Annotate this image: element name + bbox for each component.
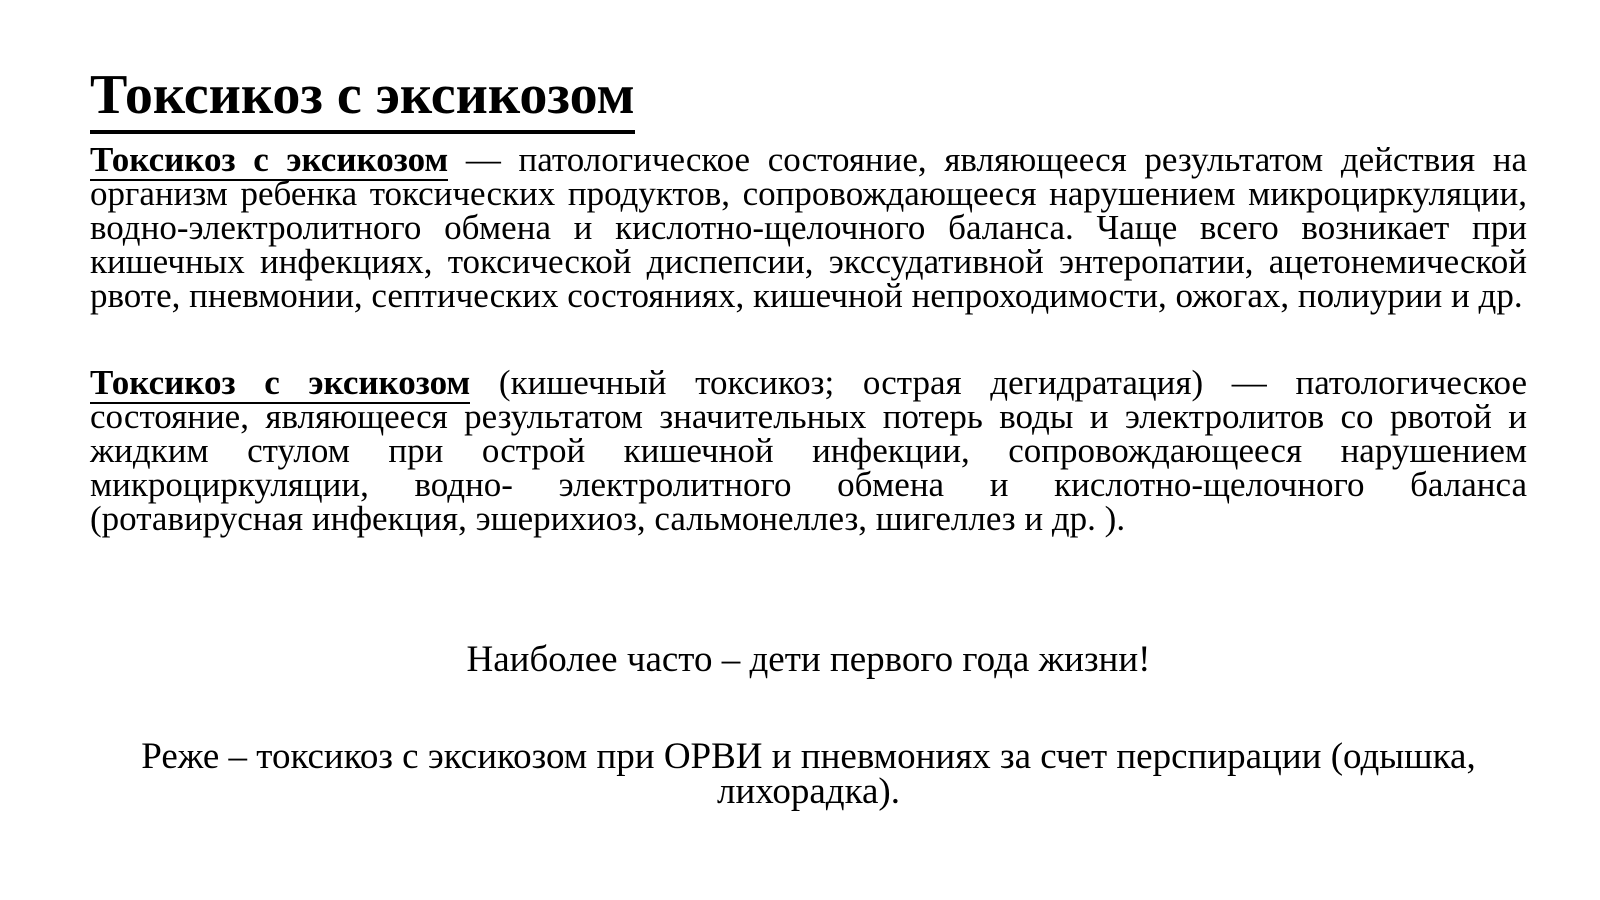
- definition-term-2: Токсикоз с эксикозом: [90, 363, 471, 402]
- definition-paragraph-2: [90, 363, 1527, 538]
- note-less-often: Реже – токсикоз с эксикозом при ОРВИ и пневмониях за счет перспирации (одышка, лихорадка).: [141, 736, 1476, 812]
- definition-term-1: Токсикоз с эксикозом: [90, 140, 449, 179]
- note-most-often: Наиболее часто – дети первого года жизни!: [466, 639, 1151, 680]
- definition-text-2: (кишечный токсикоз; острая дегидратация) — патологическое состояние, являющееся результатом значительных потерь воды и электролитов со рвотой и жидким стулом при острой кишечной инфекции, сопровождающееся нарушением микроциркуляции, водно- электролитного обмена и кислотно-щелочного баланса (ротавирусная инфекция, эшерихиоз, сальмонеллез, шигеллез и др. ).: [90, 363, 1527, 538]
- slide-title: Токсикоз с эксикозом: [90, 62, 635, 134]
- definition-text-1: — патологическое состояние, являющееся результатом действия на организм ребенка токсических продуктов, сопровождающееся нарушением микроциркуляции, водно-электролитного обмена и кислотно-щелочного баланса. Чаще всего возникает при кишечных инфекциях, токсической диспепсии, экссудативной энтеропатии, ацетонемической рвоте, пневмонии, септических состояниях, кишечной непроходимости, ожогах, полиурии и др.: [90, 140, 1527, 315]
- definition-paragraph-1: [90, 140, 1527, 315]
